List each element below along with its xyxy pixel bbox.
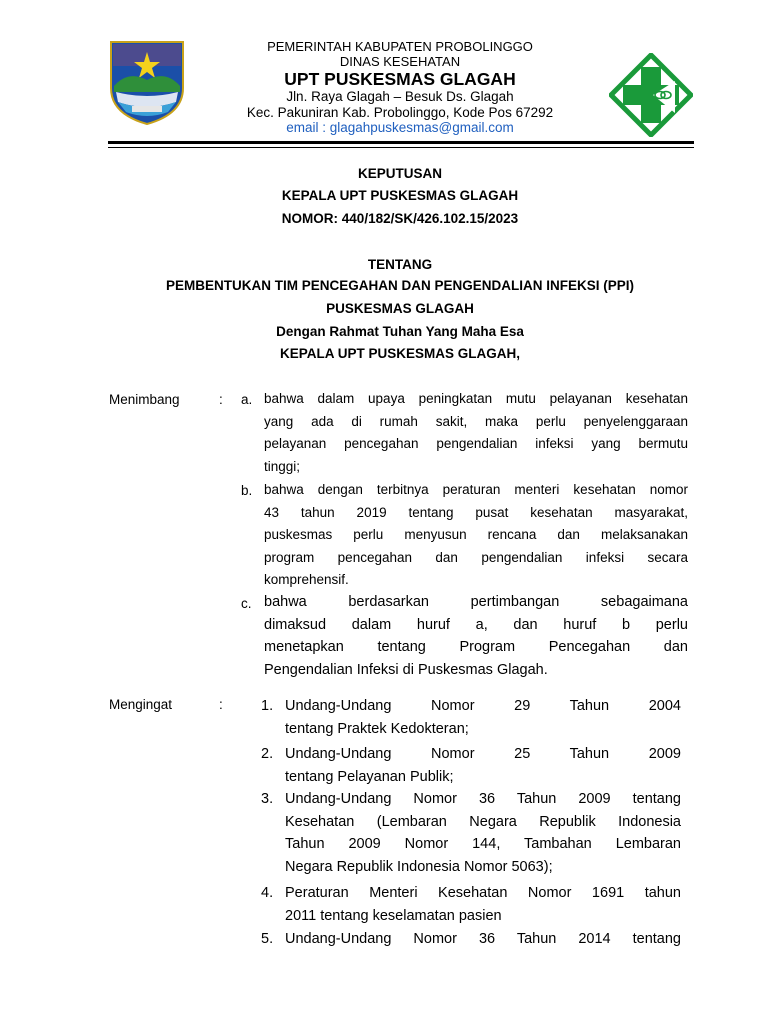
- decree-kepala: KEPALA UPT PUSKESMAS GLAGAH,: [279, 346, 520, 361]
- decree-subject-line1: PEMBENTUKAN TIM PENCEGAHAN DAN PENGENDALIAN INFEKSI (PPI): [165, 278, 635, 293]
- mengingat-marker-3: 3.: [261, 791, 274, 807]
- menimbang-label: Menimbang: [109, 392, 180, 407]
- mengingat-item-4: [285, 882, 681, 927]
- text-line: komprehensif.: [264, 572, 349, 587]
- menimbang-item-c: [264, 591, 688, 681]
- text-line: puskesmas perlu menyusun rencana dan melaksanakan: [264, 527, 688, 542]
- mengingat-item-2: [285, 743, 681, 788]
- text-line: menetapkan tentang Program Pencegahan dan: [264, 639, 688, 655]
- text-line: dimaksud dalam huruf a, dan huruf b perlu: [264, 616, 688, 633]
- text-line: Tahun 2009 Nomor 144, Tambahan Lembaran: [285, 836, 681, 852]
- decree-tentang: TENTANG: [367, 257, 433, 272]
- mengingat-marker-5: 5.: [261, 931, 274, 947]
- header-government: PEMERINTAH KABUPATEN PROBOLINGGO: [267, 39, 533, 54]
- text-line: 43 tahun 2019 tentang pusat kesehatan masyarakat,: [264, 504, 688, 520]
- header-address-street: Jln. Raya Glagah – Besuk Ds. Glagah: [286, 89, 514, 104]
- text-line: pelayanan pencegahan pengendalian infeksi yang bermutu: [264, 436, 688, 451]
- text-line: bahwa berdasarkan pertimbangan sebagaimana: [264, 594, 688, 610]
- menimbang-marker-a: a.: [241, 392, 253, 407]
- menimbang-item-a: [264, 388, 688, 478]
- text-line: Undang-Undang Nomor 29 Tahun 2004: [285, 698, 681, 714]
- decree-number: NOMOR: 440/182/SK/426.102.15/2023: [281, 211, 519, 226]
- mengingat-marker-4: 4.: [261, 885, 274, 901]
- text-line: tentang Pelayanan Publik;: [285, 768, 454, 785]
- mengingat-marker-1: 1.: [261, 698, 274, 714]
- mengingat-item-5: [285, 928, 681, 951]
- text-line: Peraturan Menteri Kesehatan Nomor 1691 tahun: [285, 885, 681, 901]
- text-line: Pengendalian Infeksi di Puskesmas Glagah.: [264, 661, 548, 678]
- text-line: 2011 tentang keselamatan pasien: [285, 907, 502, 924]
- header-divider-thin: [108, 147, 694, 148]
- decree-subject-line2: PUSKESMAS GLAGAH: [326, 301, 474, 316]
- header-divider-thick: [108, 141, 694, 144]
- text-line: yang ada di rumah sakit, maka perlu penyelenggaraan: [264, 413, 688, 429]
- header-department: DINAS KESEHATAN: [339, 54, 461, 69]
- header-email[interactable]: email : glagahpuskesmas@gmail.com: [286, 120, 514, 135]
- decree-rahmat: Dengan Rahmat Tuhan Yang Maha Esa: [276, 324, 524, 339]
- kabupaten-crest-logo: [108, 40, 186, 126]
- mengingat-colon: :: [219, 697, 223, 712]
- text-line: Kesehatan (Lembaran Negara Republik Indonesia: [285, 813, 681, 830]
- text-line: bahwa dalam upaya peningkatan mutu pelayanan kesehatan: [264, 391, 688, 406]
- menimbang-marker-b: b.: [241, 483, 253, 498]
- decree-title: KEPUTUSAN: [357, 166, 442, 181]
- text-line: program pencegahan dan pengendalian infeksi secara: [264, 549, 688, 565]
- menimbang-marker-c: c.: [241, 596, 252, 611]
- text-line: tinggi;: [264, 458, 301, 474]
- menimbang-colon: :: [219, 392, 223, 407]
- mengingat-item-1: [285, 695, 681, 740]
- menimbang-item-b: [264, 479, 688, 592]
- puskesmas-logo: [609, 53, 693, 137]
- mengingat-label: Mengingat: [109, 697, 173, 712]
- header-address-district: Kec. Pakuniran Kab. Probolinggo, Kode Pos 67292: [246, 105, 554, 120]
- text-line: bahwa dengan terbitnya peraturan menteri kesehatan nomor: [264, 482, 688, 497]
- text-line: Undang-Undang Nomor 36 Tahun 2014 tentang: [285, 931, 681, 947]
- mengingat-item-3: [285, 788, 681, 878]
- text-line: Undang-Undang Nomor 25 Tahun 2009: [285, 746, 681, 762]
- text-line: Negara Republik Indonesia Nomor 5063);: [285, 858, 553, 875]
- text-line: Undang-Undang Nomor 36 Tahun 2009 tentang: [285, 791, 681, 807]
- text-line: tentang Praktek Kedokteran;: [285, 720, 469, 737]
- header-institution: UPT PUSKESMAS GLAGAH: [284, 69, 516, 89]
- mengingat-marker-2: 2.: [261, 746, 274, 762]
- decree-issuer: KEPALA UPT PUSKESMAS GLAGAH: [281, 188, 519, 203]
